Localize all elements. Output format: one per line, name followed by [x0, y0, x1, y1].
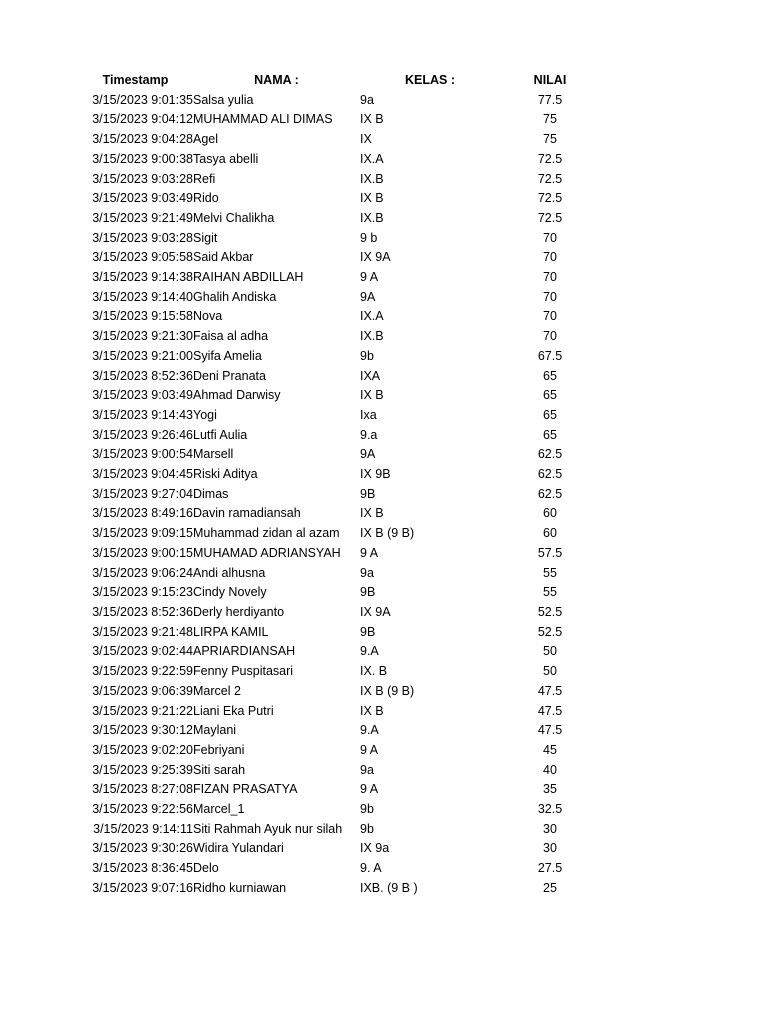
cell-nilai: 27.5 — [537, 861, 563, 876]
cell-kelas: IX B — [360, 506, 384, 521]
cell-nama: Rido — [193, 191, 219, 206]
cell-nilai: 70 — [543, 309, 557, 324]
table-row — [78, 229, 600, 249]
table-row — [78, 820, 600, 840]
cell-kelas: IX 9A — [360, 604, 391, 619]
table-row — [78, 268, 600, 288]
cell-nilai: 52.5 — [537, 604, 563, 619]
cell-timestamp: 3/15/2023 9:00:54 — [92, 447, 193, 462]
cell-kelas: IX. B — [360, 664, 388, 679]
table-row — [78, 780, 600, 800]
cell-kelas: 9B — [360, 486, 376, 501]
cell-timestamp: 3/15/2023 9:04:45 — [92, 467, 193, 482]
cell-nama: Riski Aditya — [193, 467, 258, 482]
cell-kelas: IX 9a — [360, 841, 390, 856]
table-row — [78, 544, 600, 564]
cell-nama: Muhammad zidan al azam — [193, 526, 340, 541]
cell-kelas: 9 b — [360, 230, 378, 245]
cell-timestamp: 3/15/2023 9:07:16 — [92, 880, 193, 895]
cell-timestamp: 3/15/2023 9:15:58 — [92, 309, 193, 324]
cell-nilai: 70 — [543, 250, 557, 265]
cell-kelas: 9. A — [360, 861, 382, 876]
cell-nama: Delo — [193, 861, 219, 876]
cell-nilai: 32.5 — [537, 802, 563, 817]
cell-timestamp: 3/15/2023 9:03:49 — [92, 388, 193, 403]
cell-nama: Liani Eka Putri — [193, 703, 274, 718]
table-row — [78, 583, 600, 603]
header-nilai: NILAI — [533, 73, 567, 87]
cell-timestamp: 3/15/2023 9:30:12 — [92, 723, 193, 738]
cell-kelas: 9A — [360, 289, 376, 304]
cell-kelas: 9b — [360, 348, 374, 363]
cell-kelas: IX.A — [360, 309, 384, 324]
cell-kelas: IXB. (9 B ) — [360, 880, 418, 895]
table-row — [78, 524, 600, 544]
cell-kelas: 9.A — [360, 723, 379, 738]
header-nama: NAMA : — [254, 73, 299, 87]
cell-kelas: 9 A — [360, 270, 379, 285]
cell-timestamp: 3/15/2023 8:36:45 — [92, 861, 193, 876]
cell-kelas: IX — [360, 132, 372, 147]
cell-nama: MUHAMAD ADRIANSYAH — [193, 545, 341, 560]
cell-kelas: 9A — [360, 447, 376, 462]
cell-timestamp: 3/15/2023 9:00:38 — [92, 151, 193, 166]
cell-nama: Refi — [193, 171, 216, 186]
cell-kelas: 9 A — [360, 742, 379, 757]
cell-nilai: 65 — [543, 407, 557, 422]
cell-nilai: 45 — [543, 742, 557, 757]
header-kelas: KELAS : — [405, 73, 455, 87]
cell-nilai: 57.5 — [537, 545, 563, 560]
cell-nama: Deni Pranata — [193, 368, 266, 383]
cell-nilai: 62.5 — [537, 447, 563, 462]
cell-timestamp: 3/15/2023 9:25:39 — [92, 762, 193, 777]
table-row — [78, 564, 600, 584]
cell-timestamp: 3/15/2023 9:02:20 — [92, 742, 193, 757]
table-row — [78, 800, 600, 820]
cell-nama: Ahmad Darwisy — [193, 388, 281, 403]
table-row — [78, 761, 600, 781]
cell-kelas: 9B — [360, 624, 376, 639]
table-row — [78, 504, 600, 524]
cell-timestamp: 3/15/2023 8:27:08 — [92, 782, 193, 797]
table-row — [78, 367, 600, 387]
cell-timestamp: 3/15/2023 9:03:49 — [92, 191, 193, 206]
cell-timestamp: 3/15/2023 9:21:30 — [92, 329, 193, 344]
cell-timestamp: 3/15/2023 8:49:16 — [92, 506, 193, 521]
cell-kelas: IX B — [360, 191, 384, 206]
cell-timestamp: 3/15/2023 9:14:11 — [93, 821, 193, 836]
cell-nama: Marsell — [193, 447, 234, 462]
cell-kelas: IX B (9 B) — [360, 683, 415, 698]
cell-timestamp: 3/15/2023 9:22:59 — [92, 664, 193, 679]
cell-nilai: 72.5 — [537, 210, 563, 225]
cell-kelas: IX 9A — [360, 250, 391, 265]
table-row — [78, 150, 600, 170]
cell-nama: Marcel 2 — [193, 683, 241, 698]
cell-kelas: 9 A — [360, 545, 379, 560]
cell-kelas: Ixa — [360, 407, 377, 422]
cell-nama: Maylani — [193, 723, 237, 738]
cell-kelas: IX.A — [360, 151, 384, 166]
cell-timestamp: 3/15/2023 9:22:56 — [92, 802, 193, 817]
table-row — [78, 426, 600, 446]
cell-timestamp: 3/15/2023 9:27:04 — [92, 486, 193, 501]
cell-kelas: 9B — [360, 585, 376, 600]
cell-timestamp: 3/15/2023 9:26:46 — [92, 427, 193, 442]
cell-nilai: 50 — [543, 664, 557, 679]
cell-nilai: 62.5 — [537, 486, 563, 501]
cell-nilai: 60 — [543, 526, 557, 541]
cell-nilai: 30 — [543, 821, 557, 836]
cell-nama: Siti sarah — [193, 762, 246, 777]
cell-kelas: 9a — [360, 565, 374, 580]
cell-timestamp: 3/15/2023 9:01:35 — [92, 92, 193, 107]
cell-nilai: 72.5 — [537, 191, 563, 206]
cell-nama: Ghalih Andiska — [193, 289, 277, 304]
cell-nilai: 75 — [543, 132, 557, 147]
cell-nama: Davin ramadiansah — [193, 506, 301, 521]
cell-nama: Lutfi Aulia — [193, 427, 248, 442]
cell-kelas: IX.B — [360, 329, 384, 344]
table-row — [78, 721, 600, 741]
table-row — [78, 91, 600, 111]
cell-timestamp: 3/15/2023 9:04:12 — [92, 112, 193, 127]
cell-nilai: 65 — [543, 427, 557, 442]
table-row — [78, 682, 600, 702]
table-row — [78, 465, 600, 485]
table-row — [78, 110, 600, 130]
cell-kelas: 9.a — [360, 427, 378, 442]
table-row — [78, 662, 600, 682]
cell-nama: RAIHAN ABDILLAH — [193, 270, 304, 285]
cell-nama: Nova — [193, 309, 223, 324]
cell-nilai: 65 — [543, 388, 557, 403]
cell-kelas: 9a — [360, 762, 374, 777]
cell-nama: FIZAN PRASATYA — [193, 782, 298, 797]
cell-nilai: 55 — [543, 585, 557, 600]
cell-nilai: 55 — [543, 565, 557, 580]
cell-nilai: 40 — [543, 762, 557, 777]
cell-nilai: 70 — [543, 270, 557, 285]
cell-nilai: 77.5 — [537, 92, 563, 107]
cell-timestamp: 3/15/2023 9:04:28 — [92, 132, 193, 147]
cell-kelas: 9 A — [360, 782, 379, 797]
cell-nama: Widira Yulandari — [193, 841, 284, 856]
cell-kelas: IX B — [360, 388, 384, 403]
cell-nilai: 70 — [543, 329, 557, 344]
cell-kelas: 9b — [360, 802, 374, 817]
cell-timestamp: 3/15/2023 9:14:43 — [92, 407, 193, 422]
cell-nama: Andi alhusna — [193, 565, 266, 580]
cell-nilai: 47.5 — [537, 723, 563, 738]
cell-timestamp: 3/15/2023 9:06:39 — [92, 683, 193, 698]
cell-timestamp: 3/15/2023 9:21:48 — [92, 624, 193, 639]
score-table — [78, 71, 600, 899]
table-row — [78, 307, 600, 327]
cell-timestamp: 3/15/2023 9:03:28 — [92, 230, 193, 245]
table-row — [78, 209, 600, 229]
cell-nama: APRIARDIANSAH — [193, 644, 296, 659]
header-timestamp: Timestamp — [102, 73, 169, 87]
header-row — [78, 71, 600, 91]
table-row — [78, 288, 600, 308]
cell-nama: Melvi Chalikha — [193, 210, 275, 225]
cell-nilai: 72.5 — [537, 151, 563, 166]
table-row — [78, 879, 600, 899]
cell-kelas: 9a — [360, 92, 374, 107]
cell-nama: Tasya abelli — [193, 151, 259, 166]
table-row — [78, 485, 600, 505]
table-row — [78, 170, 600, 190]
cell-kelas: IX B (9 B) — [360, 526, 415, 541]
cell-nama: MUHAMMAD ALI DIMAS — [193, 112, 333, 127]
cell-timestamp: 3/15/2023 9:06:24 — [92, 565, 193, 580]
table-row — [78, 702, 600, 722]
table-row — [78, 130, 600, 150]
cell-kelas: 9b — [360, 821, 374, 836]
cell-nama: Ridho kurniawan — [193, 880, 287, 895]
cell-nama: LIRPA KAMIL — [193, 624, 269, 639]
cell-nama: Cindy Novely — [193, 585, 267, 600]
table-row — [78, 189, 600, 209]
table-row — [78, 642, 600, 662]
cell-nama: Said Akbar — [193, 250, 254, 265]
cell-timestamp: 3/15/2023 9:15:23 — [92, 585, 193, 600]
cell-nama: Dimas — [193, 486, 229, 501]
cell-nilai: 67.5 — [537, 348, 563, 363]
cell-nilai: 35 — [543, 782, 557, 797]
cell-nilai: 47.5 — [537, 683, 563, 698]
cell-nilai: 50 — [543, 644, 557, 659]
cell-timestamp: 3/15/2023 9:03:28 — [92, 171, 193, 186]
cell-nama: Salsa yulia — [193, 92, 254, 107]
table-row — [78, 741, 600, 761]
table-row — [78, 248, 600, 268]
cell-timestamp: 3/15/2023 9:09:15 — [92, 526, 193, 541]
cell-timestamp: 3/15/2023 8:52:36 — [92, 604, 193, 619]
table-header — [78, 71, 600, 91]
table-row — [78, 347, 600, 367]
cell-nilai: 52.5 — [537, 624, 563, 639]
table-row — [78, 839, 600, 859]
cell-nama: Siti Rahmah Ayuk nur silah — [193, 821, 343, 836]
cell-kelas: IX.B — [360, 171, 384, 186]
cell-nama: Fenny Puspitasari — [193, 664, 294, 679]
table-row — [78, 445, 600, 465]
cell-kelas: 9.A — [360, 644, 379, 659]
cell-nama: Yogi — [193, 407, 217, 422]
cell-nilai: 47.5 — [537, 703, 563, 718]
cell-timestamp: 3/15/2023 9:14:40 — [92, 289, 193, 304]
cell-nilai: 25 — [543, 880, 557, 895]
table-row — [78, 859, 600, 879]
cell-nilai: 70 — [543, 289, 557, 304]
cell-nama: Febriyani — [193, 742, 245, 757]
cell-kelas: IX B — [360, 703, 384, 718]
cell-timestamp: 3/15/2023 9:21:22 — [92, 703, 193, 718]
cell-nama: Marcel_1 — [193, 802, 245, 817]
cell-timestamp: 3/15/2023 9:00:15 — [92, 545, 193, 560]
cell-nama: Sigit — [193, 230, 218, 245]
cell-timestamp: 3/15/2023 9:02:44 — [92, 644, 193, 659]
cell-kelas: IX 9B — [360, 467, 391, 482]
cell-kelas: IX.B — [360, 210, 384, 225]
cell-nama: Syifa Amelia — [193, 348, 262, 363]
table-body — [78, 91, 600, 899]
cell-nama: Faisa al adha — [193, 329, 269, 344]
cell-nama: Derly herdiyanto — [193, 604, 285, 619]
table-row — [78, 406, 600, 426]
cell-timestamp: 3/15/2023 9:21:00 — [92, 348, 193, 363]
cell-nama: Agel — [193, 132, 219, 147]
cell-timestamp: 3/15/2023 9:14:38 — [92, 270, 193, 285]
cell-nilai: 65 — [543, 368, 557, 383]
cell-nilai: 60 — [543, 506, 557, 521]
table-row — [78, 603, 600, 623]
cell-kelas: IX B — [360, 112, 384, 127]
cell-nilai: 62.5 — [537, 467, 563, 482]
cell-timestamp: 3/15/2023 9:21:49 — [92, 210, 193, 225]
table-row — [78, 386, 600, 406]
cell-timestamp: 3/15/2023 8:52:36 — [92, 368, 193, 383]
table-row — [78, 327, 600, 347]
cell-nilai: 30 — [543, 841, 557, 856]
cell-timestamp: 3/15/2023 9:30:26 — [92, 841, 193, 856]
cell-nilai: 72.5 — [537, 171, 563, 186]
cell-timestamp: 3/15/2023 9:05:58 — [92, 250, 193, 265]
cell-nilai: 70 — [543, 230, 557, 245]
cell-nilai: 75 — [543, 112, 557, 127]
table-row — [78, 623, 600, 643]
cell-kelas: IXA — [360, 368, 381, 383]
